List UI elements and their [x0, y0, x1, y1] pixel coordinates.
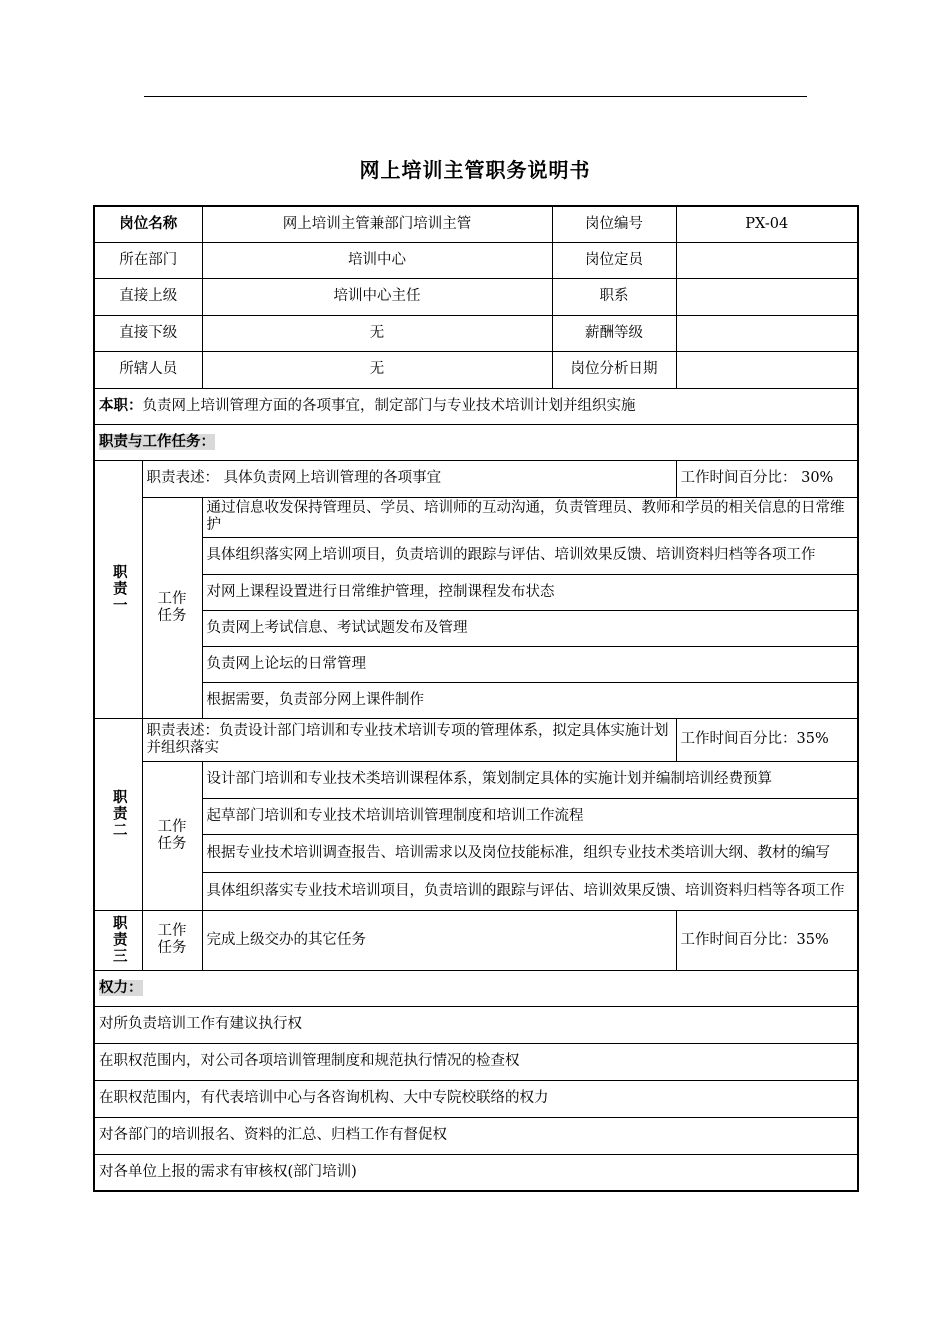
- duty-2-task: 起草部门培训和专业技术培训培训管理制度和培训工作流程: [202, 798, 858, 834]
- info-label: 直接上级: [94, 278, 202, 315]
- page-title: 网上培训主管职务说明书: [359, 158, 591, 182]
- duty-summary-label: 本职：: [99, 397, 143, 414]
- duty-2-description-row: [94, 718, 858, 761]
- info-value: [676, 351, 858, 388]
- job-description-table: [93, 205, 859, 1192]
- duty-2-task-label: [142, 761, 202, 910]
- task-row: [94, 497, 858, 537]
- duty-1-time-share: 工作时间百分比： 30%: [676, 460, 858, 497]
- duty-2-label-cell: [94, 718, 142, 910]
- task-label-line: 工作: [157, 590, 187, 607]
- duty-3-time-share: 工作时间百分比：35%: [676, 910, 858, 970]
- duty-3-row: [94, 910, 858, 970]
- info-value: 培训中心主任: [202, 278, 552, 315]
- duties-header-label: 职责与工作任务：: [99, 433, 215, 450]
- info-label: 所辖人员: [94, 351, 202, 388]
- info-label: 所在部门: [94, 242, 202, 278]
- task-label-line: 工作: [157, 818, 187, 835]
- authority-item: 在职权范围内，有代表培训中心与各咨询机构、大中专院校联络的权力: [94, 1080, 858, 1117]
- duty-3-label-cell: [94, 910, 142, 970]
- info-value: 无: [202, 315, 552, 351]
- authority-item: 对各部门的培训报名、资料的汇总、归档工作有督促权: [94, 1117, 858, 1154]
- duty-1-label: 职责一: [110, 564, 127, 614]
- info-value: [676, 315, 858, 351]
- duty-2-task: 设计部门培训和专业技术类培训课程体系，策划制定具体的实施计划并编制培训经费预算: [202, 761, 858, 798]
- info-row: [94, 278, 858, 315]
- info-label: 岗位名称: [94, 206, 202, 242]
- duty-1-task: 对网上课程设置进行日常维护管理，控制课程发布状态: [202, 574, 858, 610]
- task-row: [94, 574, 858, 610]
- task-row: [94, 761, 858, 798]
- info-row: [94, 206, 858, 242]
- duty-2-label: 职责二: [110, 789, 127, 839]
- authority-header: 权力：: [99, 979, 143, 996]
- header-rule: [144, 96, 807, 97]
- info-label: 岗位定员: [552, 242, 676, 278]
- duty-1-task: 负责网上考试信息、考试试题发布及管理: [202, 610, 858, 646]
- task-row: [94, 834, 858, 872]
- duty-1-description-row: [94, 460, 858, 497]
- task-row: [94, 682, 858, 718]
- task-label-line: 任务: [157, 607, 187, 624]
- info-row: [94, 242, 858, 278]
- duty-1-description: 职责表述： 具体负责网上培训管理的各项事宜: [142, 460, 676, 497]
- duty-1-task-label: [142, 497, 202, 718]
- authority-row: [94, 1117, 858, 1154]
- duty-1-task: 具体组织落实网上培训项目，负责培训的跟踪与评估、培训效果反馈、培训资料归档等各项工作: [202, 537, 858, 574]
- duty-2-task: 具体组织落实专业技术培训项目，负责培训的跟踪与评估、培训效果反馈、培训资料归档等各项工作: [202, 872, 858, 910]
- duty-3-label: 职责三: [110, 915, 127, 965]
- authority-item: 在职权范围内，对公司各项培训管理制度和规范执行情况的检查权: [94, 1043, 858, 1080]
- duty-summary-text: 负责网上培训管理方面的各项事宜，制定部门与专业技术培训计划并组织实施: [142, 397, 636, 414]
- authority-item: 对所负责培训工作有建议执行权: [94, 1006, 858, 1043]
- duty-1-label-cell: [94, 460, 142, 718]
- task-label-line: 任务: [157, 835, 187, 852]
- authority-item: 对各单位上报的需求有审核权(部门培训): [94, 1154, 858, 1191]
- info-value: [676, 242, 858, 278]
- authority-row: [94, 1080, 858, 1117]
- info-label: 职系: [552, 278, 676, 315]
- info-value: 无: [202, 351, 552, 388]
- info-value: PX-04: [676, 206, 858, 242]
- duties-header: [94, 424, 858, 460]
- info-row: [94, 351, 858, 388]
- authority-row: [94, 1006, 858, 1043]
- task-label-line: 工作: [157, 923, 187, 939]
- task-row: [94, 537, 858, 574]
- task-row: [94, 610, 858, 646]
- task-row: [94, 872, 858, 910]
- duty-2-description: 职责表述：负责设计部门培训和专业技术培训专项的管理体系，拟定具体实施计划并组织落实: [142, 718, 676, 761]
- authority-header-cell: [94, 970, 858, 1006]
- duty-2-time-share: 工作时间百分比：35%: [676, 718, 858, 761]
- info-label: 直接下级: [94, 315, 202, 351]
- authority-header-row: [94, 970, 858, 1006]
- authority-row: [94, 1043, 858, 1080]
- task-row: [94, 798, 858, 834]
- info-value: 网上培训主管兼部门培训主管: [202, 206, 552, 242]
- info-row: [94, 315, 858, 351]
- duty-3-task-label: [142, 910, 202, 970]
- duty-summary-row: [94, 388, 858, 424]
- duties-header-row: [94, 424, 858, 460]
- authority-row: [94, 1154, 858, 1191]
- info-label: 岗位编号: [552, 206, 676, 242]
- duty-2-task: 根据专业技术培训调查报告、培训需求以及岗位技能标准，组织专业技术类培训大纲、教材的编写: [202, 834, 858, 872]
- task-row: [94, 646, 858, 682]
- duty-1-task: 根据需要，负责部分网上课件制作: [202, 682, 858, 718]
- info-value: 培训中心: [202, 242, 552, 278]
- info-label: 岗位分析日期: [552, 351, 676, 388]
- duty-1-task: 通过信息收发保持管理员、学员、培训师的互动沟通，负责管理员、教师和学员的相关信息的日常维护: [202, 497, 858, 537]
- info-label: 薪酬等级: [552, 315, 676, 351]
- info-value: [676, 278, 858, 315]
- duty-summary: [94, 388, 858, 424]
- task-label-line: 任务: [157, 940, 187, 956]
- duty-3-task: 完成上级交办的其它任务: [202, 910, 676, 970]
- duty-1-task: 负责网上论坛的日常管理: [202, 646, 858, 682]
